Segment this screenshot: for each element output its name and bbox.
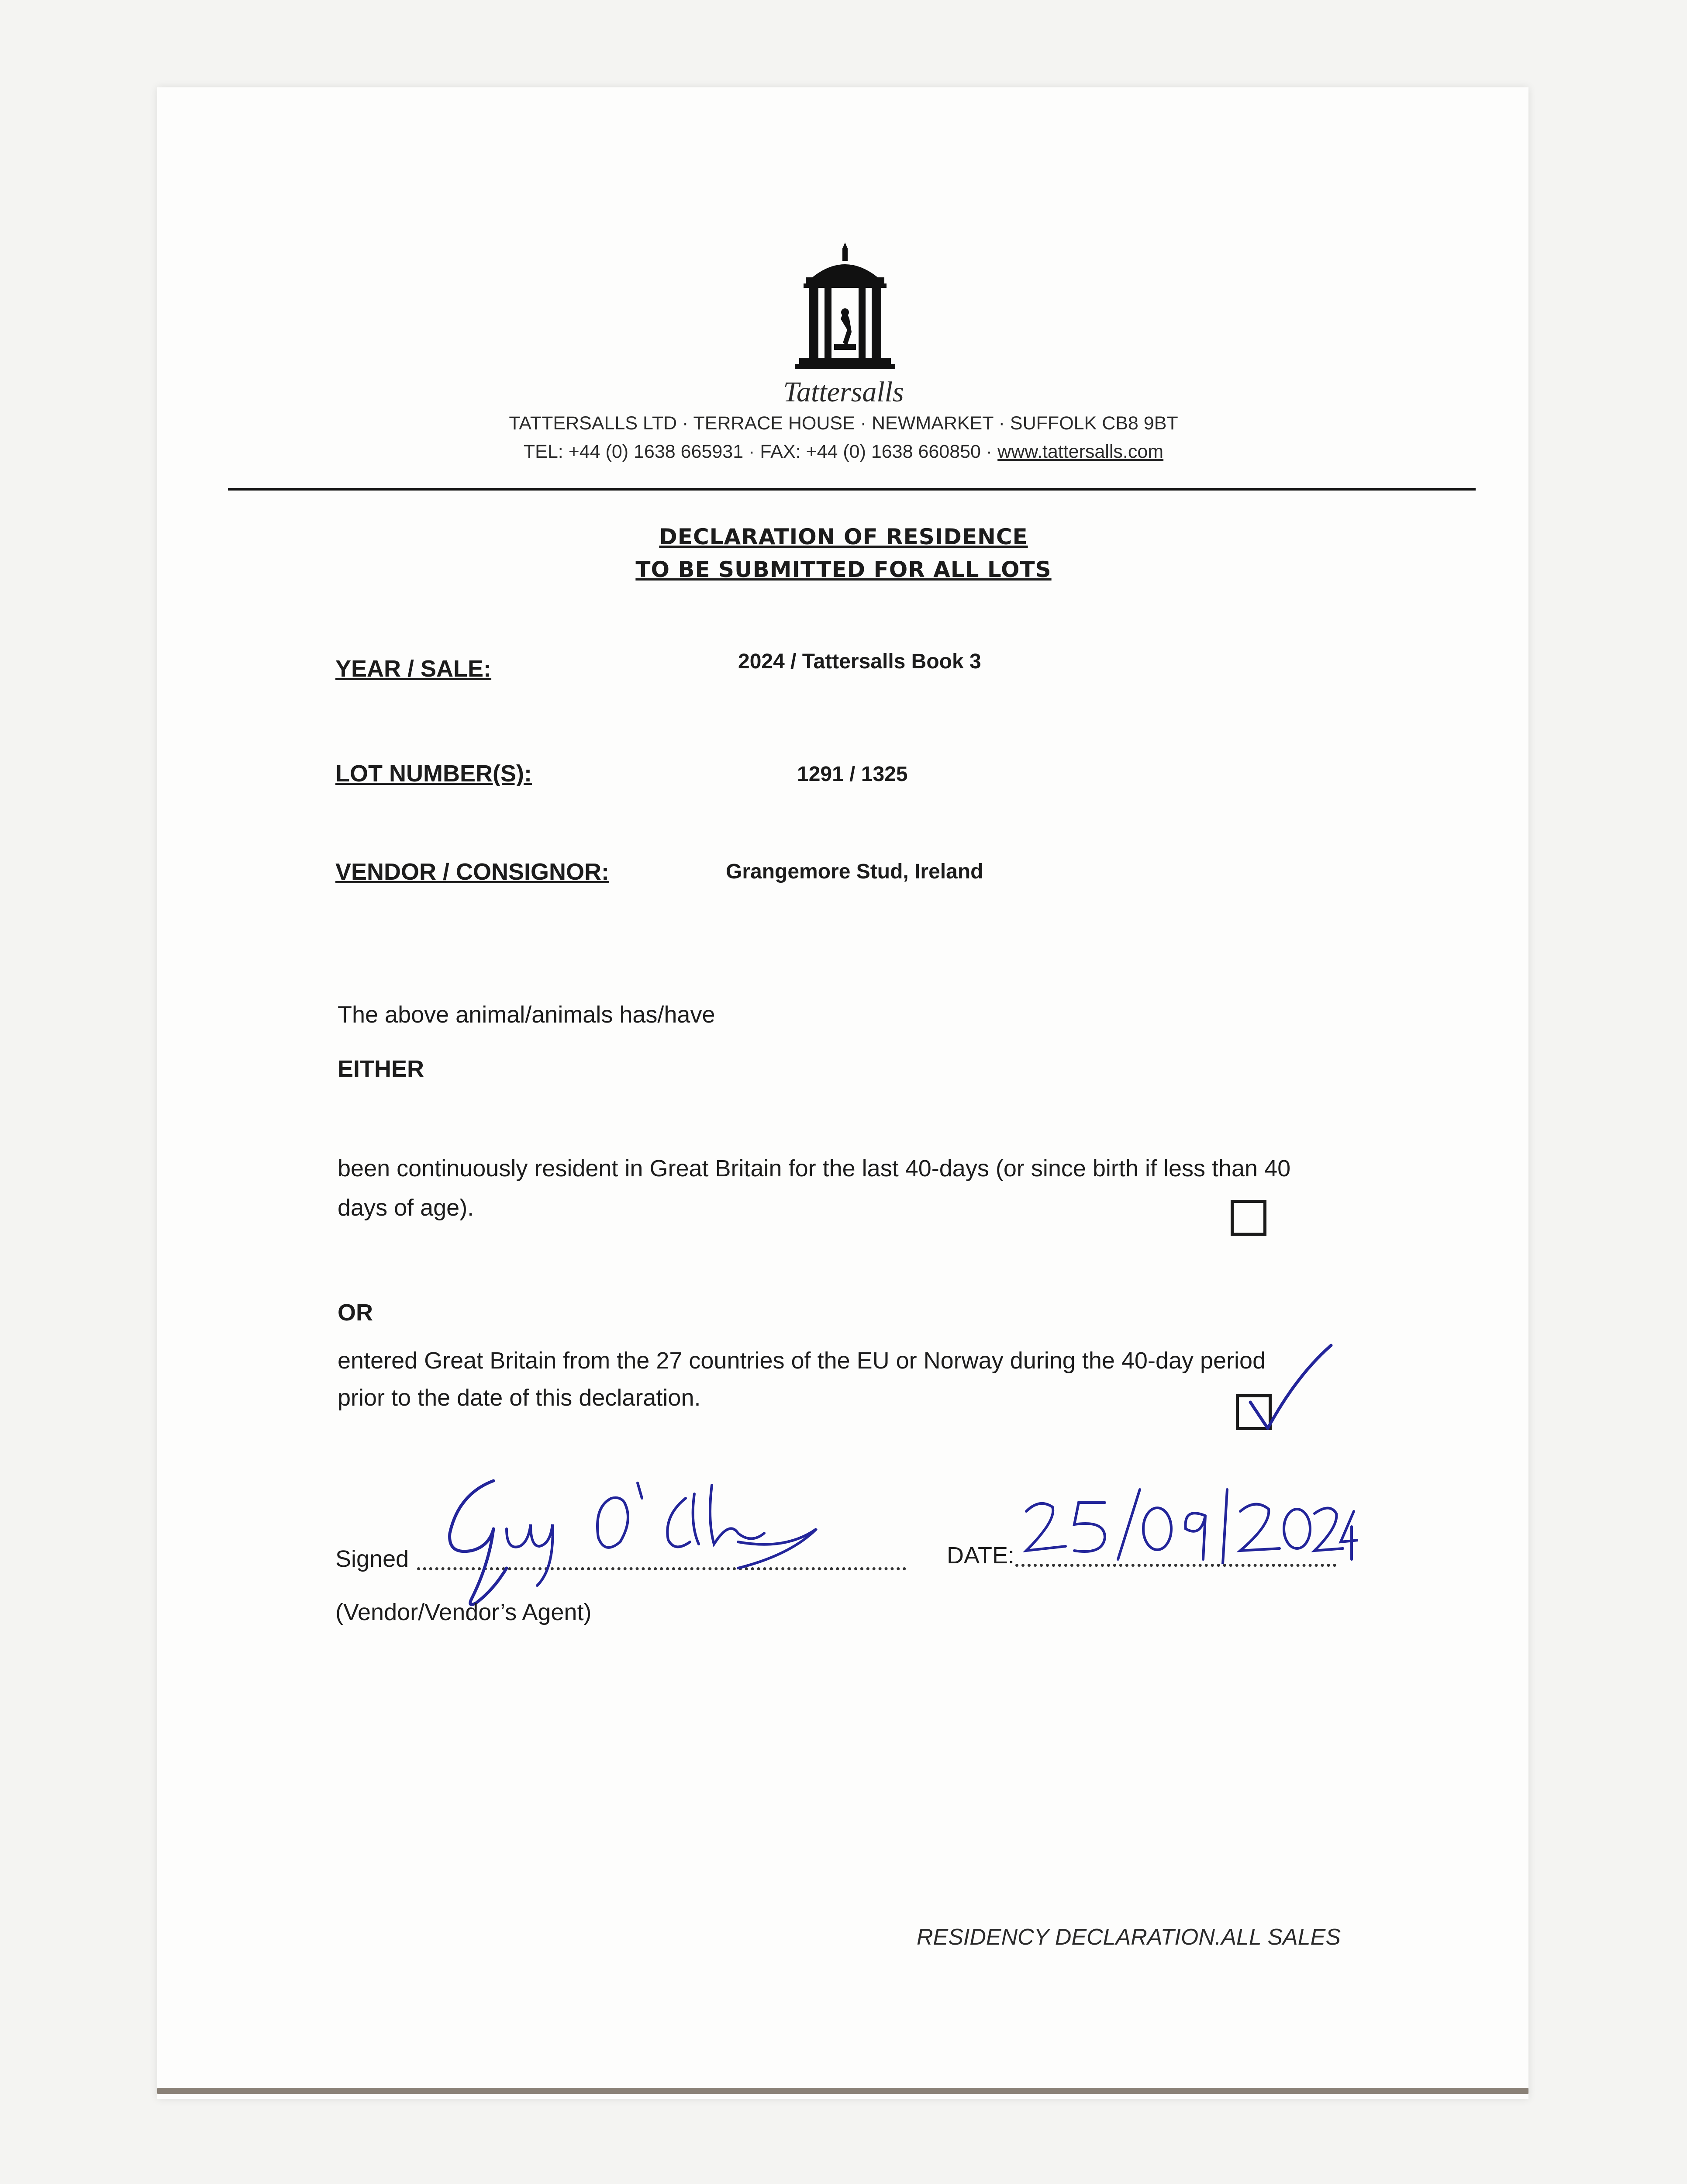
vendor-label: VENDOR / CONSIGNOR: [335,859,610,885]
handwritten-signature[interactable] [406,1468,904,1616]
contact-line [393,441,1294,463]
option1-text-line2: days of age). [338,1195,474,1221]
handwritten-check-icon [1231,1337,1335,1437]
intro-text: The above animal/animals has/have [338,1002,715,1028]
document-subtitle: TO BE SUBMITTED FOR ALL LOTS [635,557,1052,582]
website-link[interactable]: www.tattersalls.com [997,441,1164,462]
either-heading: EITHER [338,1056,424,1082]
date-label: DATE: [947,1542,1015,1569]
option1-checkbox[interactable] [1231,1200,1266,1236]
handwritten-date[interactable] [1018,1485,1358,1564]
option1-text-line1: been continuously resident in Great Britain for the last 40-days (or since birth if less than 40 [338,1155,1291,1182]
vendor-agent-label: (Vendor/Vendor’s Agent) [335,1599,592,1625]
company-address: TATTERSALLS LTD · TERRACE HOUSE · NEWMARKET · SUFFOLK CB8 9BT [509,413,1178,434]
vendor-value[interactable]: Grangemore Stud, Ireland [726,860,983,883]
lot-number-label: LOT NUMBER(S): [335,760,532,787]
brand-name: Tattersalls [783,376,904,408]
option2-text-line2: prior to the date of this declaration. [338,1385,701,1411]
date-line [1015,1564,1336,1567]
option2-text-line1: entered Great Britain from the 27 countries of the EU or Norway during the 40-day period [338,1348,1266,1374]
year-sale-label: YEAR / SALE: [335,656,492,682]
lot-number-value[interactable]: 1291 / 1325 [797,763,908,786]
year-sale-value[interactable]: 2024 / Tattersalls Book 3 [738,650,981,673]
phone-fax: TEL: +44 (0) 1638 665931 · FAX: +44 (0) 1638 660850 · [523,441,998,462]
signed-label: Signed [335,1546,409,1572]
footer-form-id: RESIDENCY DECLARATION.ALL SALES [916,1925,1341,1950]
page-edge-shadow [157,2088,1528,2094]
tattersalls-rotunda-logo-icon [782,242,908,378]
header-divider [228,488,1476,491]
document-title: DECLARATION OF RESIDENCE [659,524,1028,549]
or-heading: OR [338,1299,373,1326]
